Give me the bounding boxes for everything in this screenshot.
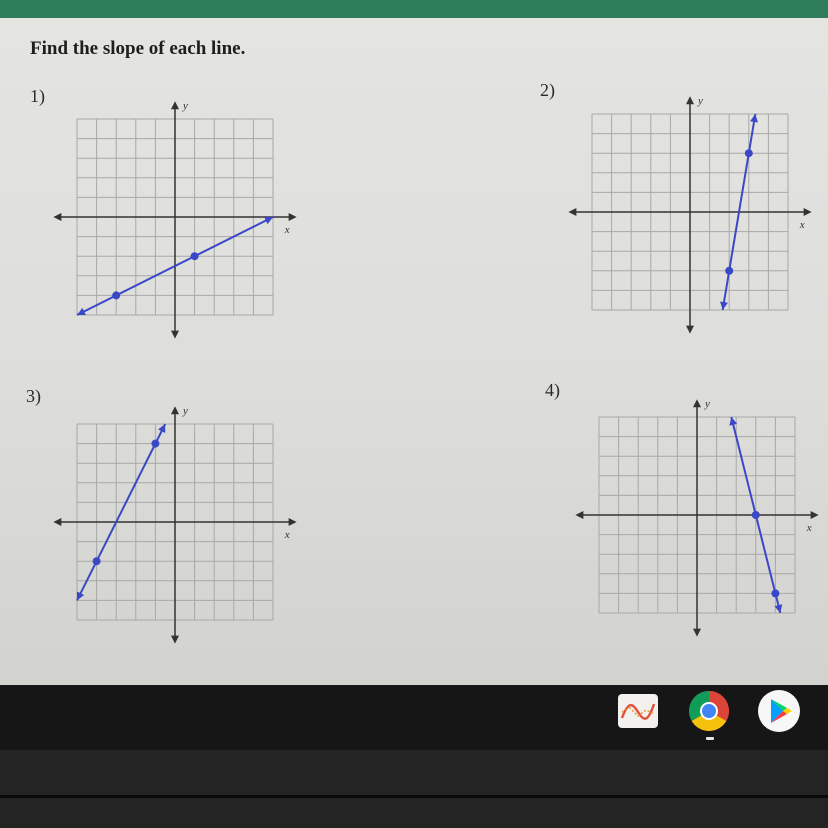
chrome-icon[interactable] — [688, 690, 730, 732]
x-axis-arrow-right — [811, 511, 819, 519]
play-store-icon[interactable] — [758, 690, 800, 732]
problem-3-number: 3) — [26, 386, 41, 406]
graph-1-x-label: x — [284, 224, 290, 236]
bezel-edge — [0, 795, 828, 798]
grid-4 — [575, 399, 818, 636]
problem-1-number: 1) — [30, 86, 45, 106]
chrome-active-indicator — [706, 737, 714, 740]
problem-2-number: 2) — [540, 80, 555, 100]
x-axis-arrow-left — [575, 511, 583, 519]
screen-bezel — [0, 750, 828, 828]
problem-4-number: 4) — [545, 380, 560, 400]
graph-1-y-label: y — [183, 100, 188, 113]
graph-2-y-label: y — [698, 95, 703, 108]
graph-3-x-label: x — [284, 529, 290, 541]
graph-4-x-label: x — [806, 522, 812, 534]
graph-4-point — [771, 589, 779, 597]
graph-3-y-label: y — [183, 405, 188, 418]
graph-4-point — [752, 511, 760, 519]
y-axis-arrow-down — [693, 629, 701, 637]
sketch-app-icon[interactable] — [618, 694, 658, 728]
worksheet-instruction: Find the slope of each line. — [30, 38, 246, 59]
y-axis-arrow-up — [693, 399, 701, 407]
graph-2-x-label: x — [799, 219, 805, 231]
graph-4-y-label: y — [705, 398, 710, 411]
